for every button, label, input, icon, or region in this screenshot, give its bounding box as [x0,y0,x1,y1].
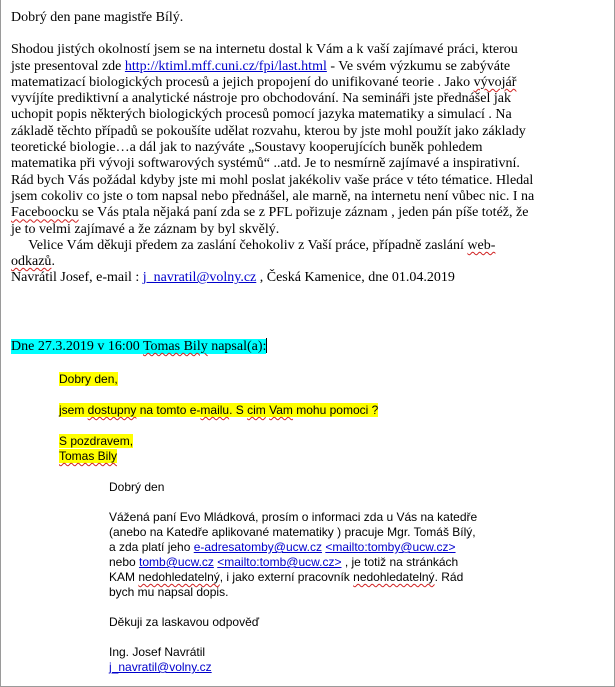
source-link[interactable]: http://ktiml.mff.cuni.cz/fpi/last.html [124,58,327,74]
mailto-link[interactable]: <mailto:tomb@ucw.cz> [217,555,342,569]
letter-line: jste presentoval zde http://ktiml.mff.cuni.cz/fpi/last.html - Ve svém výzkumu se zabýváte [11,58,511,74]
letter-line: teoretické biologie…a dál jak to nazýváte „Soustavy kooperujících buněk pohledem [11,140,483,156]
letter-body [11,10,611,287]
original-line: KAM nedohledatelný, i jako externí pracovník nedohledatelný. Rád [109,570,464,584]
quoted-author: Tomas Bily [142,339,208,354]
reply-closing: S pozdravem, [59,434,134,448]
letter-line: odkazů. [11,254,55,270]
email-link[interactable]: j_navratil@volny.cz [109,660,212,674]
letter-line: Rád bych Vás požádal kdyby jste mi mohl poslat jakékoliv vaše práce v této tématice. Hledal [11,172,534,188]
letter-line: Velice Vám děkuji předem za zaslání čehokoliv z Vaší práce, případně zaslání web- [11,237,496,253]
letter-signature: Navrátil Josef, e-mail : j_navratil@volny.cz , Česká Kamenice, dne 01.04.2019 [11,270,455,286]
letter-line: matematizací biologických procesů a jejich propojení do unifikované teorie . Jako vývojář [11,74,517,90]
letter-line: vyvíjíte prediktivní a analytické nástroje pro obchodování. Na semináři jste přednášel jak [11,91,511,107]
email-link[interactable]: e-adresatomby@ucw.cz [193,540,322,554]
letter-line: jsem cokoliv co jste o tom napsal nebo přednášel, ale marně, na internetu není vůbec nic. I na [11,188,535,204]
original-line: (anebo na Katedře aplikované matematiky ) pracuje Mgr. Tomáš Bílý, [109,525,476,539]
email-link[interactable]: tomb@ucw.cz [139,555,214,569]
letter-line: uchopit popis některých biologických procesů pomocí jazyka matematiky a simulací . Na [11,107,512,123]
spellcheck-word: web- [467,237,496,253]
original-signature-name: Ing. Josef Navrátil [109,645,206,659]
original-message [109,480,609,675]
reply-name: Tomas Bily [59,449,118,463]
letter-greeting: Dobrý den pane magistře Bílý. [11,10,184,25]
letter-line: základě těchto případů se pokoušíte udělat rozvahu, kterou by jste mohl použít jako základy [11,123,526,139]
original-line: a zda platí jeho e-adresatomby@ucw.cz <mailto:tomby@ucw.cz> [109,540,456,554]
original-greeting: Dobrý den [109,480,165,494]
original-line: Vážená paní Evo Mládková, prosím o informaci zda u Vás na katedře [109,510,478,524]
original-line: bych mu napsal dopis. [109,585,229,599]
spellcheck-word: vývojář [473,74,517,90]
letter-line: Shodou jistých okolností jsem se na internetu dostal k Vám a k vaší zajímavé práci, kterou [11,42,518,58]
email-link[interactable]: j_navratil@volny.cz [142,270,257,286]
spellcheck-word: odkazů [11,254,52,270]
quote-header: Dne 27.3.2019 v 16:00 Tomas Bily napsal(a): [11,339,267,354]
letter-line: Faceboocku se Vás ptala nějaká paní zda se z PFL pořizuje záznam , jeden pán píše totéž, že [11,205,529,221]
original-line: nebo tomb@ucw.cz <mailto:tomb@ucw.cz> , je totiž na stránkách [109,555,459,569]
text-cursor [266,338,267,353]
mailto-link[interactable]: <mailto:tomby@ucw.cz> [325,540,456,554]
reply-line: jsem dostupny na tomto e-mailu. S cim Vam mohu pomoci ? [59,403,379,417]
letter-line: je to velmi zajímavé a že záznam by byl skvělý. [11,221,280,237]
quoted-reply [59,372,579,464]
reply-greeting: Dobry den, [59,372,118,386]
spellcheck-word: Faceboocku [11,205,79,221]
letter-line: matematika při vývoji softwarových systémů“ ..atd. Je to nesmírně zajímavé a inspirativní. [11,156,520,172]
original-thanks: Děkuji za laskavou odpověď [109,615,260,629]
